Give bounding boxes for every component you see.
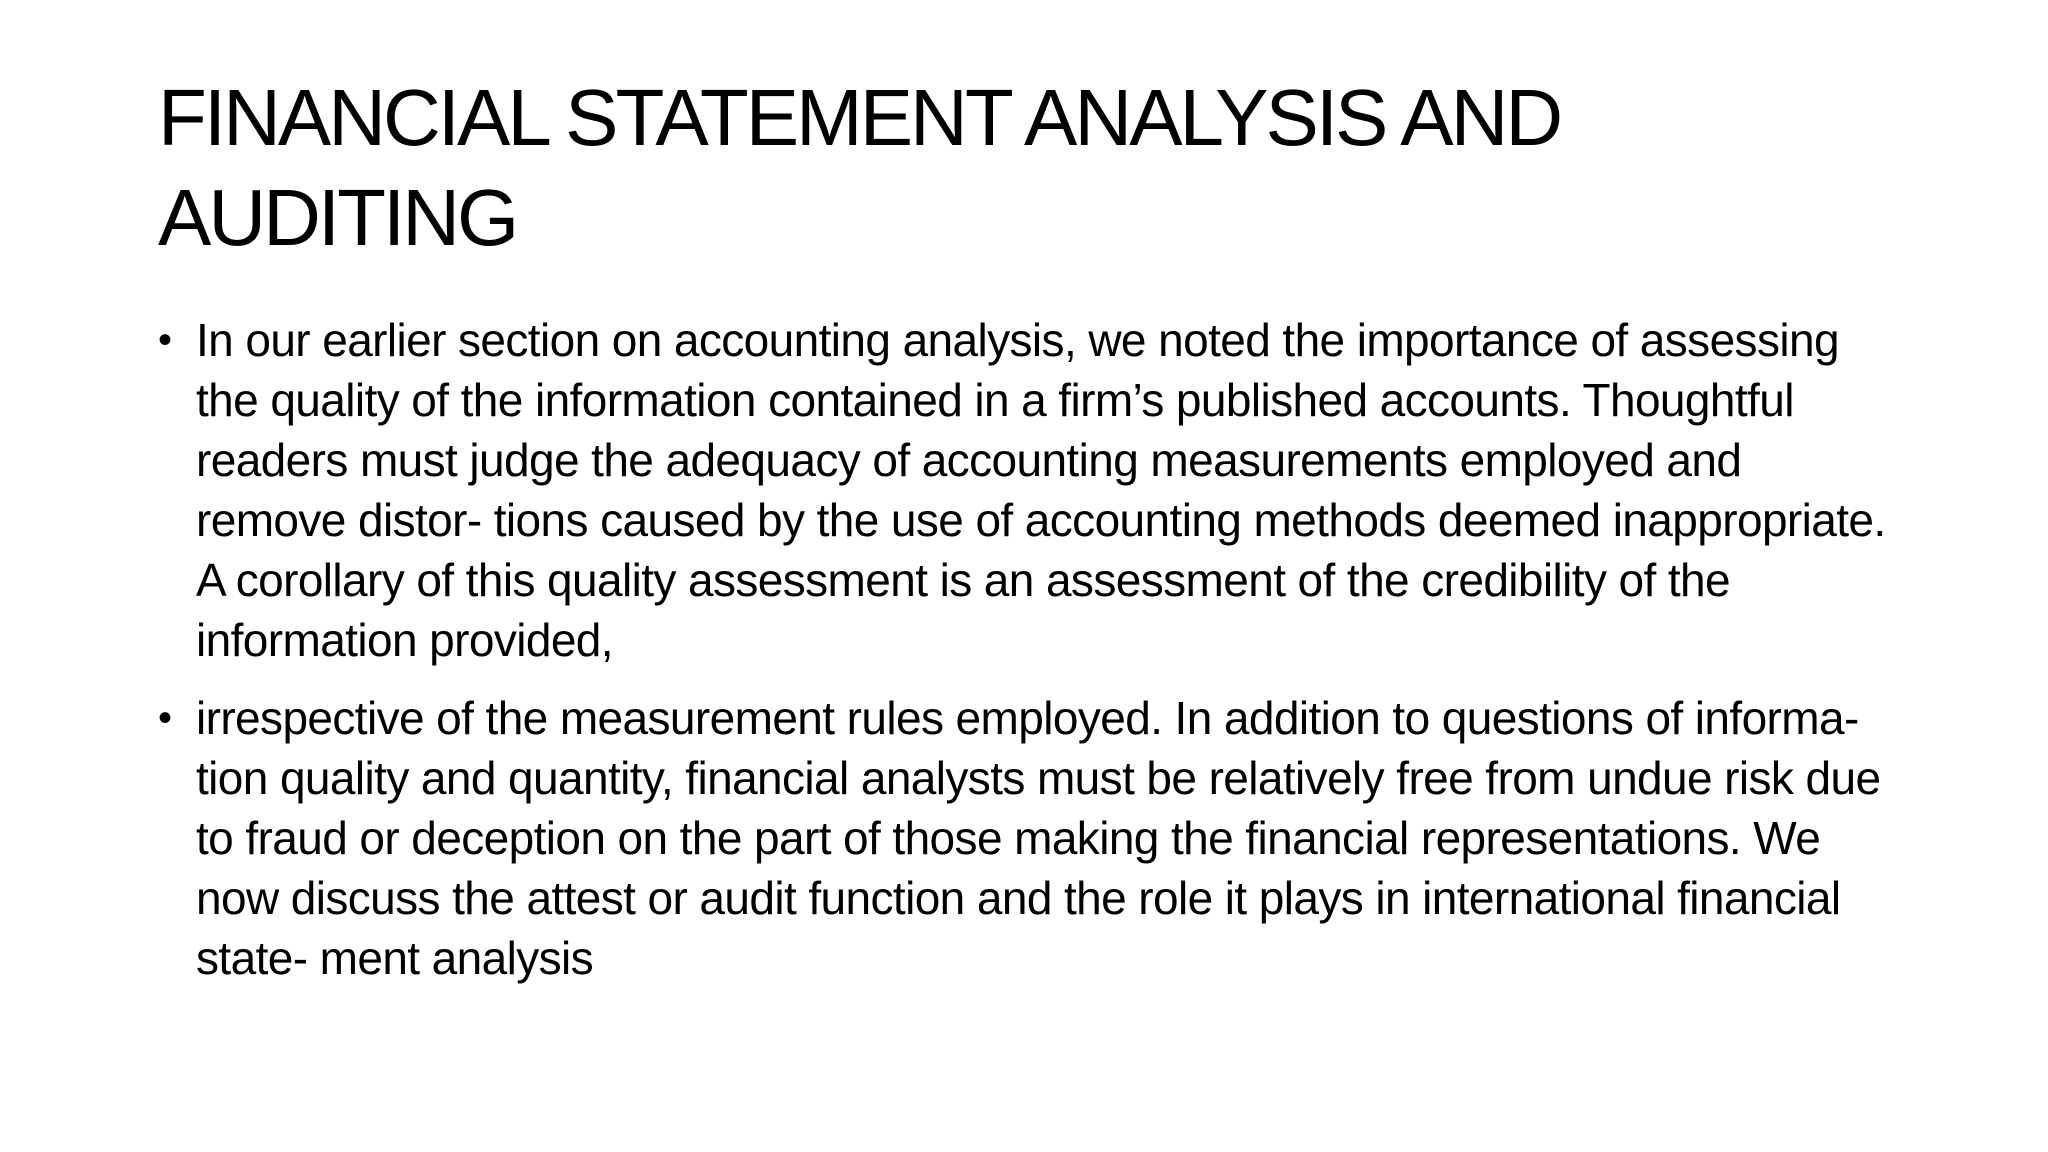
slide-title: FINANCIAL STATEMENT ANALYSIS AND AUDITING xyxy=(158,73,1561,262)
bullet-list xyxy=(158,310,1898,1006)
bullet-item xyxy=(158,688,1898,988)
bullet-icon: • xyxy=(158,696,172,740)
bullet-item xyxy=(158,310,1898,670)
bullet-icon: • xyxy=(158,318,172,362)
bullet-text: In our earlier section on accounting analysis, we noted the importance of assessing the quality of the information contained in a firm’s published accounts. Thoughtful readers must judge the adequacy of accounting measurements employed and remove distor- tions caused by the use of accounting methods deemed inappropriate. A corollary of this quality assessment is an assessment of the credibility of the information provided, xyxy=(196,314,1886,666)
bullet-text: irrespective of the measurement rules employed. In addition to questions of informa- tion quality and quantity, financial analysts must be relatively free from undue risk due to fraud or deception on the part of those making the financial representations. We now discuss the attest or audit function and the role it plays in international financial state- ment analysis xyxy=(196,692,1881,984)
